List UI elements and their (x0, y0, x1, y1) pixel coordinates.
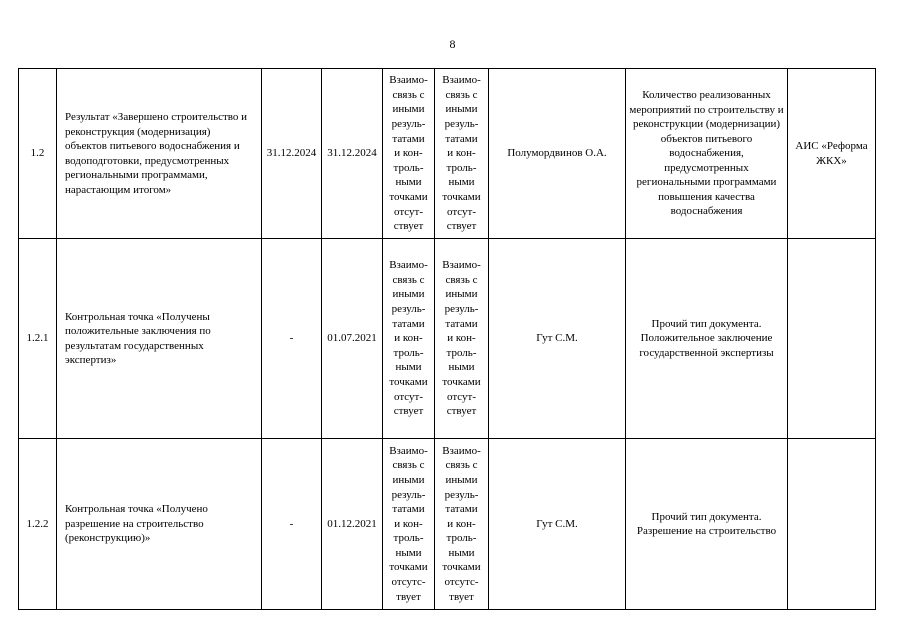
link-text-line: троль- (446, 532, 477, 545)
link-text-line: ными (448, 176, 475, 189)
link-text-line: татами (392, 317, 425, 330)
row-name: Контрольная точка «Получены положительные заключения по результатам государственных экспертиз» (57, 239, 262, 439)
link-text-line: татами (445, 503, 478, 516)
link-text-line: отсутс- (391, 576, 426, 589)
link-text-line: иными (445, 473, 478, 486)
link-text-line: точками (389, 190, 428, 203)
link-text-line: точками (389, 375, 428, 388)
link-text-line: Взаимо- (389, 74, 428, 87)
link-text-line: резуль- (444, 118, 479, 131)
link-text-line: ствует (446, 405, 477, 418)
link-text-line: ствует (393, 405, 424, 418)
link-text-line: резуль- (391, 303, 426, 316)
start-date: 31.12.2024 (262, 69, 322, 239)
link-successors (435, 69, 489, 239)
end-date: 01.07.2021 (322, 239, 383, 439)
page-number: 8 (449, 37, 456, 51)
end-date: 31.12.2024 (322, 69, 383, 239)
link-text-line: татами (392, 132, 425, 145)
link-text-line: резуль- (444, 488, 479, 501)
link-text-line: и кон- (394, 332, 423, 345)
table-row (19, 69, 876, 239)
start-date: - (262, 239, 322, 439)
link-text-line: Взаимо- (442, 259, 481, 272)
link-text-line: ными (395, 546, 422, 559)
link-text-line: резуль- (391, 488, 426, 501)
row-name: Результат «Завершено строительство и реконструкция (модернизация) объектов питьевого водоснабжения и водоподготовки, предусмотренных региональными программами, нарастающим итогом» (57, 69, 262, 239)
start-date: - (262, 439, 322, 610)
link-text-line: ствует (393, 220, 424, 233)
row-number: 1.2 (19, 69, 57, 239)
responsible: Гут С.М. (489, 239, 626, 439)
link-predecessors (383, 439, 435, 610)
document-type: Прочий тип документа. Разрешение на строительство (626, 439, 788, 610)
link-successors (435, 439, 489, 610)
link-text-line: связь с (445, 88, 478, 101)
link-text-line: иными (445, 288, 478, 301)
row-number: 1.2.1 (19, 239, 57, 439)
link-text-line: точками (389, 561, 428, 574)
link-text-line: и кон- (394, 147, 423, 160)
link-text-line: и кон- (447, 147, 476, 160)
link-text-line: Взаимо- (389, 444, 428, 457)
link-text-line: ными (395, 361, 422, 374)
link-text-line: и кон- (394, 517, 423, 530)
link-predecessors (383, 69, 435, 239)
link-text-line: иными (445, 103, 478, 116)
link-text-line: резуль- (391, 118, 426, 131)
link-text-line: Взаимо- (442, 444, 481, 457)
link-text-line: троль- (393, 532, 424, 545)
link-text-line: отсут- (446, 390, 476, 403)
link-text-line: ными (448, 361, 475, 374)
row-name: Контрольная точка «Получено разрешение на строительство (реконструкцию)» (57, 439, 262, 610)
link-text-line: Взаимо- (442, 74, 481, 87)
link-text-line: и кон- (447, 517, 476, 530)
link-text-line: отсут- (446, 205, 476, 218)
link-text-line: резуль- (444, 303, 479, 316)
plan-table (18, 68, 876, 610)
link-text-line: иными (392, 473, 425, 486)
responsible: Полумордвинов О.А. (489, 69, 626, 239)
link-text-line: ными (395, 176, 422, 189)
information-system (788, 439, 876, 610)
link-text-line: точками (442, 190, 481, 203)
link-text-line: отсут- (393, 205, 423, 218)
link-text-line: татами (445, 317, 478, 330)
link-text-line: ными (448, 546, 475, 559)
link-text-line: троль- (393, 161, 424, 174)
information-system (788, 239, 876, 439)
link-text-line: троль- (446, 346, 477, 359)
end-date: 01.12.2021 (322, 439, 383, 610)
link-successors (435, 239, 489, 439)
link-text-line: татами (392, 503, 425, 516)
link-text-line: точками (442, 561, 481, 574)
link-text-line: и кон- (447, 332, 476, 345)
link-text-line: Взаимо- (389, 259, 428, 272)
link-text-line: троль- (446, 161, 477, 174)
link-text-line: связь с (392, 459, 425, 472)
table-row (19, 239, 876, 439)
link-text-line: отсут- (393, 390, 423, 403)
document-type: Количество реализованных мероприятий по строительству и реконструкции (модернизации) объектов питьевого водоснабжения, предусмотренных региональными программами повышения качества водоснабжения (626, 69, 788, 239)
responsible: Гут С.М. (489, 439, 626, 610)
link-text-line: троль- (393, 346, 424, 359)
link-text-line: иными (392, 103, 425, 116)
link-text-line: отсутс- (444, 576, 479, 589)
link-text-line: связь с (392, 273, 425, 286)
row-number: 1.2.2 (19, 439, 57, 610)
table-row (19, 439, 876, 610)
link-text-line: связь с (392, 88, 425, 101)
link-text-line: твует (449, 590, 474, 603)
document-type: Прочий тип документа. Положительное заключение государственной экспертизы (626, 239, 788, 439)
link-text-line: твует (396, 590, 421, 603)
link-text-line: татами (445, 132, 478, 145)
link-text-line: связь с (445, 459, 478, 472)
link-text-line: точками (442, 375, 481, 388)
link-text-line: ствует (446, 220, 477, 233)
link-predecessors (383, 239, 435, 439)
information-system: АИС «Реформа ЖКХ» (788, 69, 876, 239)
link-text-line: связь с (445, 273, 478, 286)
link-text-line: иными (392, 288, 425, 301)
